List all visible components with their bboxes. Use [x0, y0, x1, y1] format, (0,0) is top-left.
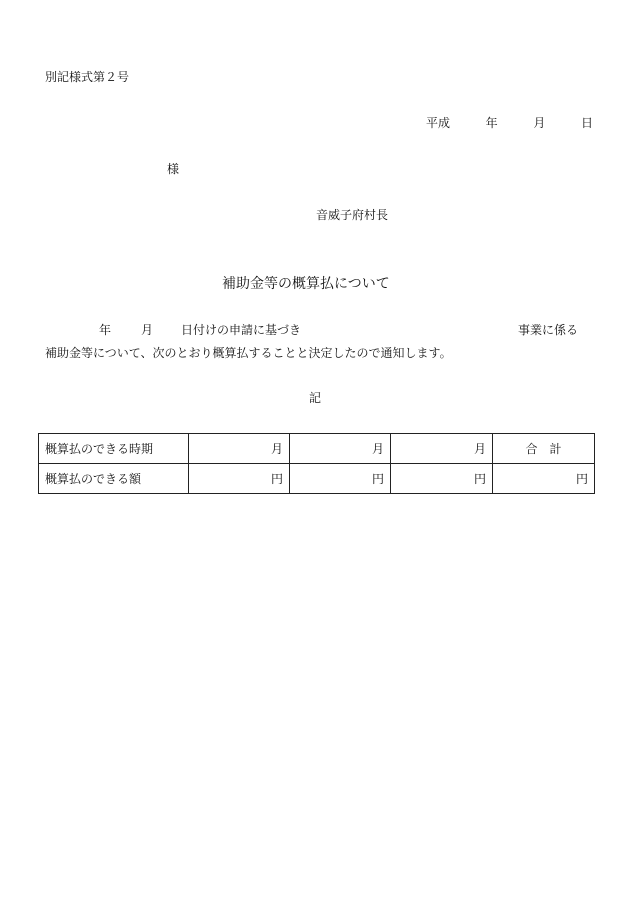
yen-cell-1: 円: [189, 464, 290, 494]
body-line-2: 補助金等について、次のとおり概算払することと決定したので通知します。: [45, 346, 452, 360]
payment-table: [38, 433, 595, 494]
body-month-unit: 月: [141, 323, 154, 337]
sender-name: 音威子府村長: [316, 208, 389, 222]
month-cell-2: 月: [290, 434, 391, 464]
addressee-suffix: 様: [167, 162, 180, 176]
body-project-text: 事業に係る: [518, 323, 579, 337]
table-row: [39, 434, 595, 464]
period-label: 概算払のできる時期: [39, 434, 189, 464]
document-title: 補助金等の概算払について: [222, 276, 390, 292]
date-month-unit: 月: [533, 116, 546, 130]
date-line: [426, 117, 593, 129]
total-label: 合 計: [493, 434, 595, 464]
yen-cell-2: 円: [290, 464, 391, 494]
yen-cell-3: 円: [391, 464, 493, 494]
ki-heading: 記: [309, 391, 322, 405]
month-cell-1: 月: [189, 434, 290, 464]
body-dated-text: 日付けの申請に基づき: [181, 323, 302, 337]
table-row: [39, 464, 595, 494]
date-year-unit: 年: [485, 116, 498, 130]
amount-label: 概算払のできる額: [39, 464, 189, 494]
form-number: 別記様式第２号: [45, 70, 130, 84]
month-cell-3: 月: [391, 434, 493, 464]
body-year-unit: 年: [99, 323, 112, 337]
yen-cell-total: 円: [493, 464, 595, 494]
date-day-unit: 日: [581, 116, 594, 130]
date-era: 平成: [426, 116, 451, 130]
